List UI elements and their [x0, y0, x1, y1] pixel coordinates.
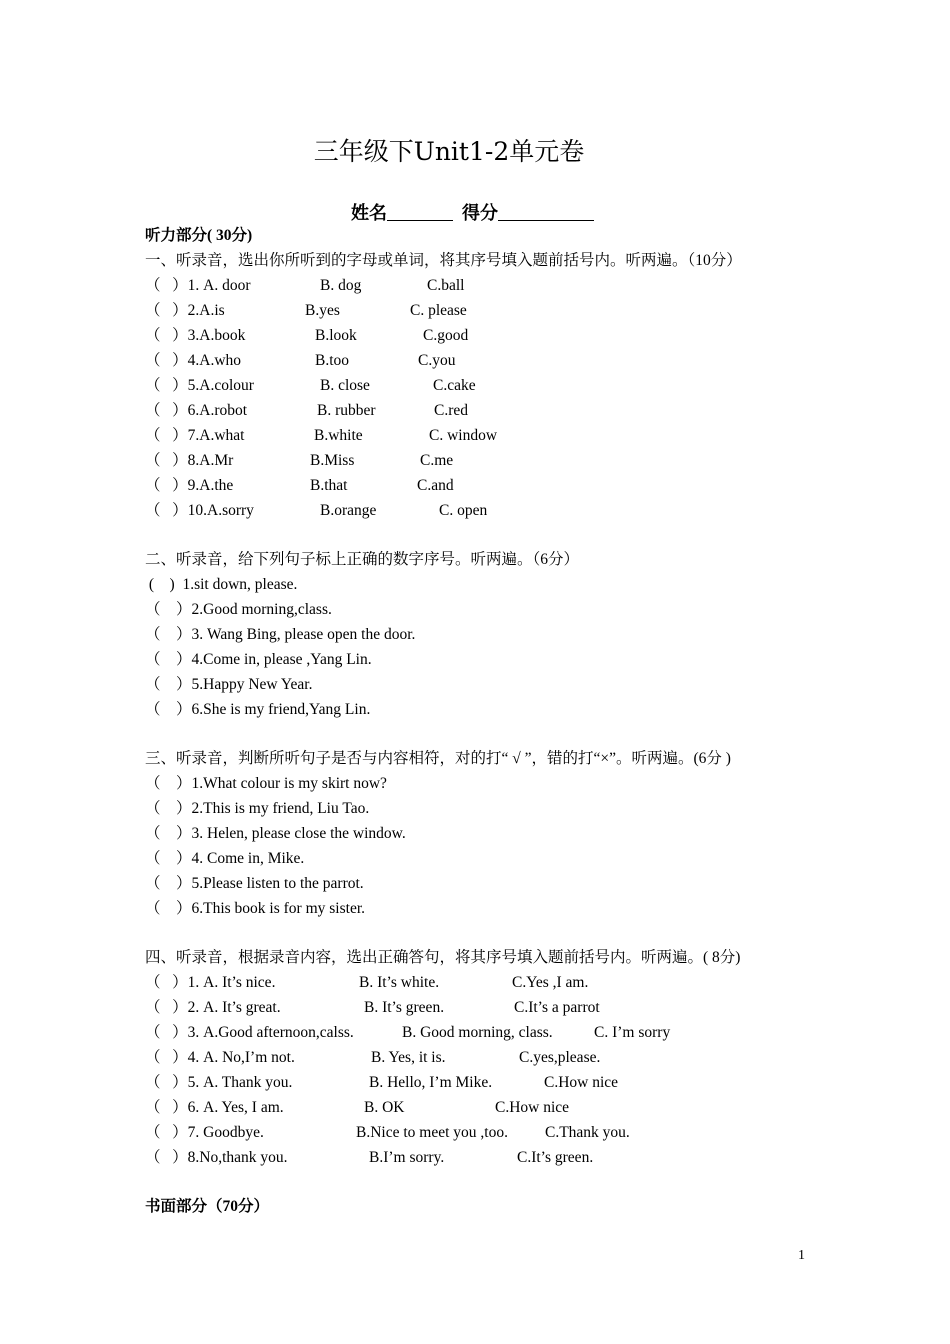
- score-blank[interactable]: [498, 202, 594, 221]
- section2-heading: 二、听录音，给下列句子标上正确的数字序号。听两遍。（6分）: [145, 551, 580, 568]
- s1-q3-a: （ ）3.A.book: [145, 327, 246, 344]
- s1-q10-b: B.orange: [320, 502, 377, 519]
- s4-question-6: [145, 1099, 570, 1117]
- s1-q4-a: （ ）4.A.who: [145, 352, 242, 369]
- s4-q1-c: C.Yes ,I am.: [512, 974, 589, 991]
- s2-item-5: （ ）5.Happy New Year.: [145, 676, 313, 693]
- s1-q2-b: B.yes: [305, 302, 340, 319]
- s1-q9-a: （ ）9.A.the: [145, 477, 234, 494]
- section1-heading: 一、听录音，选出你所听到的字母或单词，将其序号填入题前括号内。听两遍。（10分）: [145, 252, 742, 269]
- s4-q2-b: B. It’s green.: [364, 999, 445, 1016]
- s1-q5-a: （ ）5.A.colour: [145, 377, 254, 394]
- s1-question-9: [145, 477, 454, 495]
- s1-q10-a: （ ）10.A.sorry: [145, 502, 254, 519]
- s1-q8-b: B.Miss: [310, 452, 355, 469]
- s2-item-2: （ ）2.Good morning,class.: [145, 601, 332, 618]
- s1-q6-b: B. rubber: [317, 402, 376, 419]
- s4-q4-a: （ ）4. A. No,I’m not.: [145, 1049, 295, 1066]
- s4-question-1: [145, 974, 589, 992]
- s4-q2-c: C.It’s a parrot: [514, 999, 600, 1016]
- s2-item-3: （ ）3. Wang Bing, please open the door.: [145, 626, 416, 643]
- s1-q8-c: C.me: [420, 452, 454, 469]
- name-score-line: [351, 199, 594, 225]
- s1-q7-a: （ ）7.A.what: [145, 427, 245, 444]
- s4-q7-b: B.Nice to meet you ,too.: [356, 1124, 508, 1141]
- s1-question-6: [145, 402, 469, 420]
- section4-heading: 四、听录音，根据录音内容，选出正确答句，将其序号填入题前括号内。听两遍。( 8分): [145, 949, 741, 966]
- written-heading: 书面部分（70分）: [145, 1198, 270, 1215]
- s1-q2-a: （ ）2.A.is: [145, 302, 225, 319]
- page-title: 三年级下Unit1-2单元卷: [313, 137, 585, 166]
- s1-q8-a: （ ）8.A.Mr: [145, 452, 234, 469]
- name-blank[interactable]: [387, 202, 453, 221]
- s1-q1-a: （ ）1. A. door: [145, 277, 251, 294]
- s1-q6-c: C.red: [434, 402, 469, 419]
- s1-q1-c: C.ball: [427, 277, 465, 294]
- s4-q4-c: C.yes,please.: [519, 1049, 601, 1066]
- s3-item-1: （ ）1.What colour is my skirt now?: [145, 775, 387, 792]
- s4-question-2: [145, 999, 600, 1017]
- page-number: 1: [798, 1248, 805, 1263]
- score-label: 得分: [462, 203, 498, 223]
- s1-question-10: [145, 502, 488, 520]
- section3-heading: 三、听录音，判断所听句子是否与内容相符，对的打“ √ ”，错的打“×”。听两遍。(6分 ): [145, 750, 731, 767]
- s2-item-1: ( ) 1.sit down, please.: [145, 576, 298, 593]
- s1-q7-c: C. window: [429, 427, 498, 444]
- s1-q2-c: C. please: [410, 302, 467, 319]
- s3-item-2: （ ）2.This is my friend, Liu Tao.: [145, 800, 370, 817]
- s1-q9-c: C.and: [417, 477, 454, 494]
- s4-q8-a: （ ）8.No,thank you.: [145, 1149, 288, 1166]
- s1-q5-c: C.cake: [433, 377, 476, 394]
- s4-q1-b: B. It’s white.: [359, 974, 440, 991]
- s3-item-6: （ ）6.This book is for my sister.: [145, 900, 366, 917]
- s1-question-7: [145, 427, 498, 445]
- s4-question-4: [145, 1049, 601, 1067]
- s4-q3-b: B. Good morning, class.: [402, 1024, 553, 1041]
- s1-q6-a: （ ）6.A.robot: [145, 402, 248, 419]
- s4-q5-b: B. Hello, I’m Mike.: [369, 1074, 493, 1091]
- s1-q4-b: B.too: [315, 352, 350, 369]
- s1-question-4: [145, 352, 456, 370]
- s4-question-7: [145, 1124, 630, 1142]
- s3-item-5: （ ）5.Please listen to the parrot.: [145, 875, 364, 892]
- s4-question-8: [145, 1149, 594, 1167]
- s4-q6-b: B. OK: [364, 1099, 405, 1116]
- s1-q1-b: B. dog: [320, 277, 362, 294]
- s4-q7-a: （ ）7. Goodbye.: [145, 1124, 264, 1141]
- s4-q8-b: B.I’m sorry.: [369, 1149, 445, 1166]
- s1-question-5: [145, 377, 476, 395]
- s3-item-3: （ ）3. Helen, please close the window.: [145, 825, 406, 842]
- s4-q3-c: C. I’m sorry: [594, 1024, 671, 1041]
- s2-item-4: （ ）4.Come in, please ,Yang Lin.: [145, 651, 372, 668]
- name-label: 姓名: [351, 203, 387, 223]
- s4-q7-c: C.Thank you.: [545, 1124, 630, 1141]
- s1-question-3: [145, 327, 469, 345]
- s4-question-5: [145, 1074, 619, 1092]
- s1-question-2: [145, 302, 467, 320]
- s4-q5-a: （ ）5. A. Thank you.: [145, 1074, 293, 1091]
- s2-item-6: （ ）6.She is my friend,Yang Lin.: [145, 701, 371, 718]
- s4-q6-a: （ ）6. A. Yes, I am.: [145, 1099, 284, 1116]
- s4-q2-a: （ ）2. A. It’s great.: [145, 999, 281, 1016]
- s4-q8-c: C.It’s green.: [517, 1149, 594, 1166]
- s1-q7-b: B.white: [314, 427, 363, 444]
- s1-q4-c: C.you: [418, 352, 456, 369]
- s3-item-4: （ ）4. Come in, Mike.: [145, 850, 305, 867]
- s1-q3-b: B.look: [315, 327, 357, 344]
- s4-q6-c: C.How nice: [495, 1099, 570, 1116]
- s1-question-1: [145, 277, 465, 295]
- s4-q4-b: B. Yes, it is.: [371, 1049, 446, 1066]
- s1-q3-c: C.good: [423, 327, 469, 344]
- s1-q5-b: B. close: [320, 377, 370, 394]
- s4-question-3: [145, 1024, 671, 1042]
- listening-heading: 听力部分( 30分): [145, 227, 253, 244]
- s1-question-8: [145, 452, 454, 470]
- s4-q1-a: （ ）1. A. It’s nice.: [145, 974, 276, 991]
- s1-q9-b: B.that: [310, 477, 348, 494]
- s4-q5-c: C.How nice: [544, 1074, 619, 1091]
- s1-q10-c: C. open: [439, 502, 488, 519]
- s4-q3-a: （ ）3. A.Good afternoon,calss.: [145, 1024, 354, 1041]
